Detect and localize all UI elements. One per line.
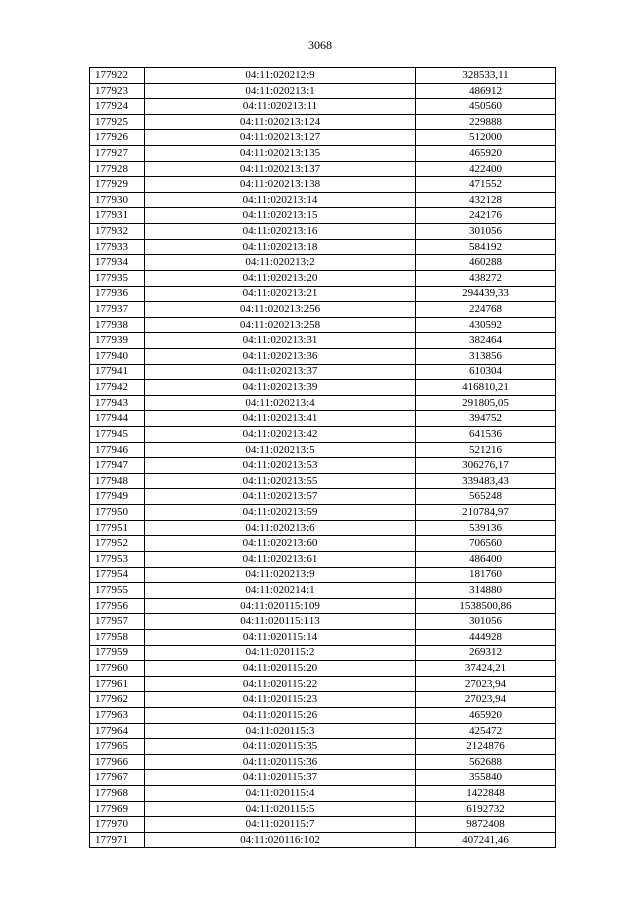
table-row: [90, 177, 556, 193]
cadastral-number-cell: 04:11:020213:21: [145, 286, 416, 302]
cadastral-number-cell: 04:11:020213:20: [145, 270, 416, 286]
row-number-cell: 177949: [90, 489, 145, 505]
cadastral-value-cell: 610304: [416, 364, 556, 380]
table-row: [90, 551, 556, 567]
table-row: [90, 801, 556, 817]
row-number-cell: 177926: [90, 130, 145, 146]
cadastral-value-cell: 430592: [416, 317, 556, 333]
row-number-cell: 177965: [90, 739, 145, 755]
cadastral-value-cell: 539136: [416, 520, 556, 536]
table-row: [90, 770, 556, 786]
cadastral-value-cell: 382464: [416, 333, 556, 349]
row-number-cell: 177938: [90, 317, 145, 333]
page-number: 3068: [308, 38, 332, 52]
cadastral-value-cell: 339483,43: [416, 473, 556, 489]
table-row: [90, 598, 556, 614]
table-row: [90, 505, 556, 521]
row-number-cell: 177932: [90, 224, 145, 240]
table-row: [90, 380, 556, 396]
row-number-cell: 177925: [90, 114, 145, 130]
cadastral-value-cell: 9872408: [416, 817, 556, 833]
cadastral-value-cell: 314880: [416, 583, 556, 599]
table-row: [90, 395, 556, 411]
cadastral-value-cell: 450560: [416, 99, 556, 115]
cadastral-value-cell: 425472: [416, 723, 556, 739]
cadastral-number-cell: 04:11:020115:26: [145, 707, 416, 723]
table-row: [90, 192, 556, 208]
cadastral-number-cell: 04:11:020115:113: [145, 614, 416, 630]
table-row: [90, 707, 556, 723]
cadastral-number-cell: 04:11:020213:6: [145, 520, 416, 536]
cadastral-number-cell: 04:11:020213:9: [145, 567, 416, 583]
table-row: [90, 536, 556, 552]
cadastral-number-cell: 04:11:020213:2: [145, 255, 416, 271]
cadastral-number-cell: 04:11:020115:7: [145, 817, 416, 833]
row-number-cell: 177940: [90, 348, 145, 364]
cadastral-value-cell: 306276,17: [416, 458, 556, 474]
cadastral-value-cell: 242176: [416, 208, 556, 224]
table-row: [90, 130, 556, 146]
cadastral-number-cell: 04:11:020115:2: [145, 645, 416, 661]
cadastral-value-cell: 291805,05: [416, 395, 556, 411]
cadastral-value-cell: 416810,21: [416, 380, 556, 396]
table-row: [90, 255, 556, 271]
cadastral-number-cell: 04:11:020213:41: [145, 411, 416, 427]
cadastral-value-cell: 1538500,86: [416, 598, 556, 614]
table-row: [90, 208, 556, 224]
cadastral-number-cell: 04:11:020213:124: [145, 114, 416, 130]
cadastral-value-cell: 229888: [416, 114, 556, 130]
table-row: [90, 739, 556, 755]
cadastral-value-cell: 224768: [416, 302, 556, 318]
cadastral-number-cell: 04:11:020115:109: [145, 598, 416, 614]
table-row: [90, 629, 556, 645]
table-row: [90, 83, 556, 99]
table-row: [90, 520, 556, 536]
table-row: [90, 364, 556, 380]
table-row: [90, 473, 556, 489]
table-row: [90, 146, 556, 162]
row-number-cell: 177941: [90, 364, 145, 380]
row-number-cell: 177935: [90, 270, 145, 286]
table-row: [90, 317, 556, 333]
row-number-cell: 177971: [90, 832, 145, 848]
row-number-cell: 177923: [90, 83, 145, 99]
row-number-cell: 177968: [90, 786, 145, 802]
row-number-cell: 177956: [90, 598, 145, 614]
row-number-cell: 177946: [90, 442, 145, 458]
row-number-cell: 177922: [90, 68, 145, 84]
table-row: [90, 333, 556, 349]
cadastral-number-cell: 04:11:020213:15: [145, 208, 416, 224]
cadastral-value-cell: 301056: [416, 224, 556, 240]
row-number-cell: 177962: [90, 692, 145, 708]
cadastral-number-cell: 04:11:020213:127: [145, 130, 416, 146]
cadastral-value-cell: 512000: [416, 130, 556, 146]
table-row: [90, 427, 556, 443]
cadastral-number-cell: 04:11:020213:57: [145, 489, 416, 505]
table-row: [90, 614, 556, 630]
cadastral-number-cell: 04:11:020213:1: [145, 83, 416, 99]
cadastral-number-cell: 04:11:020213:39: [145, 380, 416, 396]
row-number-cell: 177930: [90, 192, 145, 208]
row-number-cell: 177958: [90, 629, 145, 645]
table-row: [90, 832, 556, 848]
table-row: [90, 442, 556, 458]
cadastral-number-cell: 04:11:020115:23: [145, 692, 416, 708]
table-row: [90, 786, 556, 802]
cadastral-number-cell: 04:11:020115:35: [145, 739, 416, 755]
row-number-cell: 177927: [90, 146, 145, 162]
cadastral-value-cell: 355840: [416, 770, 556, 786]
cadastral-value-cell: 27023,94: [416, 692, 556, 708]
row-number-cell: 177957: [90, 614, 145, 630]
cadastral-value-cell: 313856: [416, 348, 556, 364]
cadastral-value-cell: 1422848: [416, 786, 556, 802]
cadastral-number-cell: 04:11:020115:5: [145, 801, 416, 817]
row-number-cell: 177928: [90, 161, 145, 177]
cadastral-value-cell: 438272: [416, 270, 556, 286]
cadastral-value-cell: 641536: [416, 427, 556, 443]
cadastral-value-cell: 465920: [416, 707, 556, 723]
row-number-cell: 177963: [90, 707, 145, 723]
cadastral-value-cell: 444928: [416, 629, 556, 645]
table-row: [90, 583, 556, 599]
cadastral-number-cell: 04:11:020213:138: [145, 177, 416, 193]
table-row: [90, 723, 556, 739]
cadastral-number-cell: 04:11:020213:31: [145, 333, 416, 349]
row-number-cell: 177931: [90, 208, 145, 224]
table-row: [90, 676, 556, 692]
row-number-cell: 177924: [90, 99, 145, 115]
row-number-cell: 177964: [90, 723, 145, 739]
row-number-cell: 177943: [90, 395, 145, 411]
row-number-cell: 177948: [90, 473, 145, 489]
table-body: [90, 68, 556, 848]
table-row: [90, 411, 556, 427]
table-row: [90, 348, 556, 364]
cadastral-value-cell: 460288: [416, 255, 556, 271]
cadastral-value-cell: 37424,21: [416, 661, 556, 677]
table-row: [90, 567, 556, 583]
cadastral-number-cell: 04:11:020213:60: [145, 536, 416, 552]
cadastral-value-cell: 562688: [416, 754, 556, 770]
table-row: [90, 302, 556, 318]
row-number-cell: 177954: [90, 567, 145, 583]
row-number-cell: 177937: [90, 302, 145, 318]
cadastral-number-cell: 04:11:020213:18: [145, 239, 416, 255]
row-number-cell: 177944: [90, 411, 145, 427]
cadastral-value-cell: 584192: [416, 239, 556, 255]
cadastral-value-cell: 422400: [416, 161, 556, 177]
cadastral-value-cell: 465920: [416, 146, 556, 162]
cadastral-number-cell: 04:11:020213:4: [145, 395, 416, 411]
cadastral-number-cell: 04:11:020213:14: [145, 192, 416, 208]
cadastral-number-cell: 04:11:020213:36: [145, 348, 416, 364]
cadastral-number-cell: 04:11:020115:22: [145, 676, 416, 692]
cadastral-number-cell: 04:11:020213:256: [145, 302, 416, 318]
row-number-cell: 177951: [90, 520, 145, 536]
cadastral-number-cell: 04:11:020213:59: [145, 505, 416, 521]
table-row: [90, 161, 556, 177]
row-number-cell: 177955: [90, 583, 145, 599]
table-row: [90, 114, 556, 130]
cadastral-value-cell: 407241,46: [416, 832, 556, 848]
cadastral-value-cell: 394752: [416, 411, 556, 427]
cadastral-value-cell: 432128: [416, 192, 556, 208]
row-number-cell: 177959: [90, 645, 145, 661]
cadastral-number-cell: 04:11:020115:36: [145, 754, 416, 770]
table-row: [90, 817, 556, 833]
cadastral-number-cell: 04:11:020214:1: [145, 583, 416, 599]
cadastral-number-cell: 04:11:020115:14: [145, 629, 416, 645]
cadastral-number-cell: 04:11:020213:16: [145, 224, 416, 240]
cadastral-number-cell: 04:11:020213:55: [145, 473, 416, 489]
row-number-cell: 177960: [90, 661, 145, 677]
table-row: [90, 661, 556, 677]
cadastral-value-cell: 2124876: [416, 739, 556, 755]
table-row: [90, 239, 556, 255]
row-number-cell: 177953: [90, 551, 145, 567]
cadastral-number-cell: 04:11:020115:20: [145, 661, 416, 677]
cadastral-value-cell: 706560: [416, 536, 556, 552]
cadastral-number-cell: 04:11:020115:37: [145, 770, 416, 786]
row-number-cell: 177966: [90, 754, 145, 770]
cadastral-number-cell: 04:11:020212:9: [145, 68, 416, 84]
row-number-cell: 177952: [90, 536, 145, 552]
cadastral-number-cell: 04:11:020115:3: [145, 723, 416, 739]
table-row: [90, 224, 556, 240]
cadastral-value-cell: 565248: [416, 489, 556, 505]
cadastral-value-cell: 269312: [416, 645, 556, 661]
row-number-cell: 177947: [90, 458, 145, 474]
row-number-cell: 177945: [90, 427, 145, 443]
row-number-cell: 177933: [90, 239, 145, 255]
cadastral-number-cell: 04:11:020213:258: [145, 317, 416, 333]
table-row: [90, 754, 556, 770]
cadastral-value-cell: 27023,94: [416, 676, 556, 692]
cadastral-number-cell: 04:11:020213:53: [145, 458, 416, 474]
row-number-cell: 177950: [90, 505, 145, 521]
row-number-cell: 177970: [90, 817, 145, 833]
row-number-cell: 177934: [90, 255, 145, 271]
row-number-cell: 177929: [90, 177, 145, 193]
table-row: [90, 270, 556, 286]
cadastral-value-cell: 486400: [416, 551, 556, 567]
cadastral-number-cell: 04:11:020213:37: [145, 364, 416, 380]
table-row: [90, 99, 556, 115]
cadastral-value-table: [89, 67, 556, 848]
cadastral-value-cell: 471552: [416, 177, 556, 193]
row-number-cell: 177967: [90, 770, 145, 786]
table-row: [90, 286, 556, 302]
cadastral-value-cell: 486912: [416, 83, 556, 99]
table-row: [90, 458, 556, 474]
row-number-cell: 177942: [90, 380, 145, 396]
row-number-cell: 177936: [90, 286, 145, 302]
cadastral-number-cell: 04:11:020213:5: [145, 442, 416, 458]
cadastral-value-cell: 328533,11: [416, 68, 556, 84]
cadastral-number-cell: 04:11:020213:42: [145, 427, 416, 443]
cadastral-number-cell: 04:11:020116:102: [145, 832, 416, 848]
cadastral-number-cell: 04:11:020213:11: [145, 99, 416, 115]
cadastral-number-cell: 04:11:020213:61: [145, 551, 416, 567]
cadastral-number-cell: 04:11:020213:137: [145, 161, 416, 177]
cadastral-number-cell: 04:11:020213:135: [145, 146, 416, 162]
cadastral-value-cell: 521216: [416, 442, 556, 458]
table-row: [90, 489, 556, 505]
table-row: [90, 692, 556, 708]
table-row: [90, 645, 556, 661]
cadastral-number-cell: 04:11:020115:4: [145, 786, 416, 802]
cadastral-value-cell: 210784,97: [416, 505, 556, 521]
row-number-cell: 177961: [90, 676, 145, 692]
cadastral-value-cell: 6192732: [416, 801, 556, 817]
row-number-cell: 177939: [90, 333, 145, 349]
cadastral-value-cell: 181760: [416, 567, 556, 583]
row-number-cell: 177969: [90, 801, 145, 817]
cadastral-value-cell: 294439,33: [416, 286, 556, 302]
table-row: [90, 68, 556, 84]
cadastral-value-cell: 301056: [416, 614, 556, 630]
